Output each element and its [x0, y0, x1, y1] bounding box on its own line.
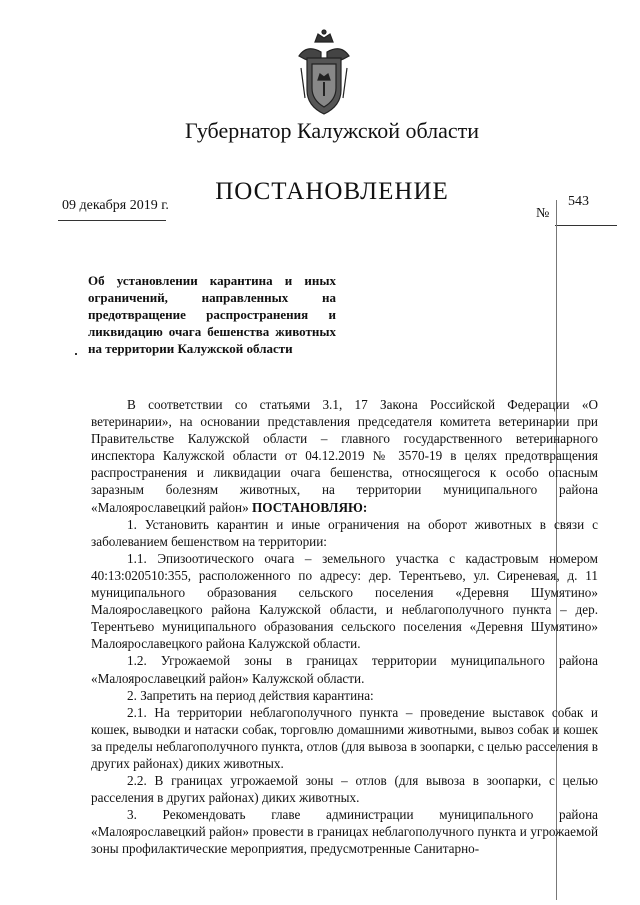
intro-text: В соответствии со статьями 3.1, 17 Закона Российской Федерации «О ветеринарии», на основании представления председателя комитета ветеринарии при Правительстве Калужской области – главного государственного ветеринарного инспектора Калужской области от 04.12.2019 № 3570-19 в целях предотвращения распространения и ликвидации очага бешенства, относящегося к особо опасным заразным болезням животных, на территории муниципального района «Малоярославецкий район» [91, 397, 598, 515]
paragraph-2-2: 2.2. В границах угрожаемой зоны – отлов (для вывоза в зоопарки, с целью расселения в других районах) диких животных. [91, 773, 598, 806]
document-body [91, 396, 598, 858]
document-date: 09 декабря 2019 г. [62, 198, 169, 213]
paragraph-1: 1. Установить карантин и иные ограничения на оборот животных в связи с заболеванием бешенством на территории: [91, 516, 598, 549]
paragraph-3: 3. Рекомендовать главе администрации муниципального района «Малоярославецкий район» провести в границах неблагополучного пункта и угрожаемой зоны профилактические мероприятия, предусмотренные Санитарно- [91, 807, 598, 857]
date-underline [58, 220, 166, 221]
paragraph-1-2: 1.2. Угрожаемой зоны в границах территории муниципального района «Малоярославецкий район» Калужской области. [91, 653, 598, 686]
number-sign: № [536, 206, 550, 221]
document-number: 543 [568, 194, 589, 209]
decree-word: ПОСТАНОВЛЯЮ: [252, 499, 368, 515]
paragraph-1-1: 1.1. Эпизоотического очага – земельного участка с кадастровым номером 40:13:020510:355, расположенного по адресу: дер. Терентьево, ул. Сиреневая, д. 11 муниципального образования сельского поселения «Деревня Шумятино» Малоярославецкого района Калужской области, и неблагополучного пункта – дер. Терентьево муниципального образования сельского поселения «Деревня Шумятино» Малоярославецкого района Калужской области. [91, 550, 598, 652]
coat-of-arms-emblem [293, 28, 355, 118]
number-underline [555, 225, 617, 226]
document-title: Об установлении карантина и иных ограничений, направленных на предотвращение распространения и ликвидацию очага бешенства животных на территории Калужской области [88, 273, 336, 356]
authority-name: Губернатор Калужской области [184, 118, 480, 143]
intro-paragraph [91, 396, 598, 516]
paragraph-2-1: 2.1. На территории неблагополучного пункта – проведение выставок собак и кошек, выводки и натаски собак, торговлю домашними животными, вывоз собак и кошек за пределы неблагополучного пункта, отлов (для вывоза в зоопарки, с целью расселения в других районах) диких животных. [91, 704, 598, 771]
scan-speck [75, 353, 77, 355]
paragraph-2: 2. Запретить на период действия карантина: [127, 687, 374, 703]
document-type: ПОСТАНОВЛЕНИЕ [215, 178, 449, 205]
